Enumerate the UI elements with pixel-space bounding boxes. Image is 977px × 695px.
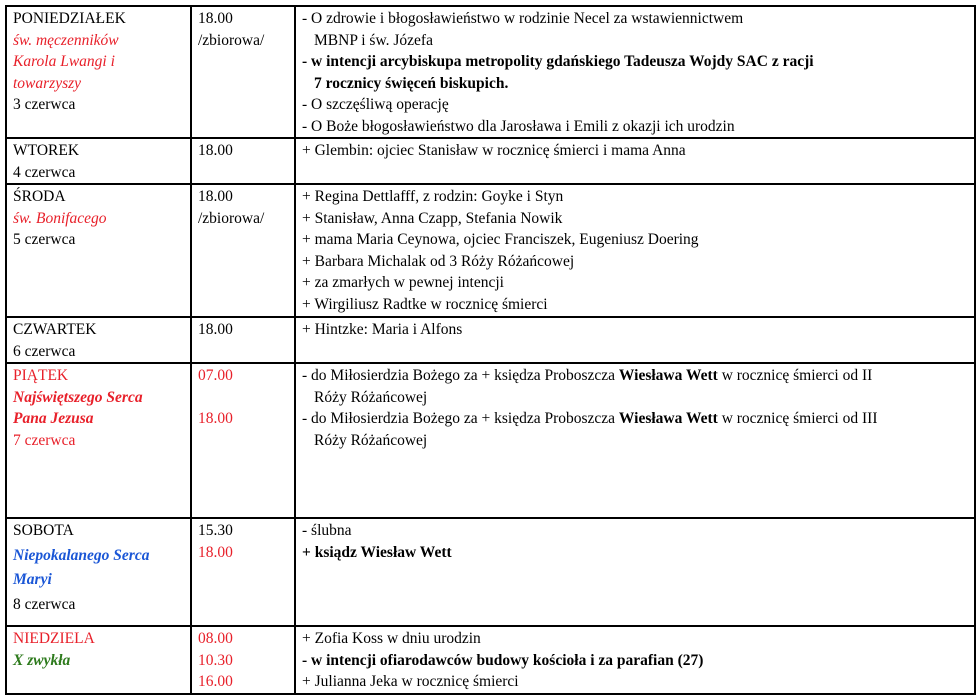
intention-cell: [295, 518, 975, 626]
intention: + mama Maria Ceynowa, ojciec Franciszek, Eugeniusz Doering: [302, 231, 699, 248]
day-cell: [6, 363, 191, 518]
row-wednesday: [6, 184, 975, 317]
day-date: 7 czerwca: [13, 431, 76, 449]
mass-time: 18.00: [198, 188, 233, 205]
day-cell: [6, 138, 191, 184]
mass-time: 16.00: [198, 673, 233, 690]
mass-time: 18.00: [198, 10, 233, 27]
intention: 7 rocznicy święceń biskupich.: [314, 74, 509, 92]
saint-name: Maryi: [13, 571, 52, 588]
row-tuesday: [6, 138, 975, 184]
time-cell: [191, 317, 295, 363]
saint-name: Karola Lwangi i: [13, 53, 115, 70]
intention: + za zmarłych w pewnej intencji: [302, 274, 504, 291]
intention: - O Boże błogosławieństwo dla Jarosława i Emili z okazji ich urodzin: [302, 117, 735, 135]
saint-name: towarzyszy: [13, 74, 82, 92]
time-cell: [191, 626, 295, 694]
day-cell: [6, 317, 191, 363]
day-date: 8 czerwca: [13, 595, 76, 613]
intention-cell: [295, 6, 975, 138]
mass-intentions-table: [5, 5, 976, 695]
day-name: PIĄTEK: [13, 367, 69, 384]
day-name: SOBOTA: [13, 522, 74, 539]
day-date: 6 czerwca: [13, 342, 76, 360]
intention: - do Miłosierdzia Bożego za + księdza Proboszcza Wiesława Wett w rocznicę śmierci od II: [302, 367, 873, 384]
intention: - w intencji arcybiskupa metropolity gdańskiego Tadeusza Wojdy SAC z racji: [302, 53, 814, 70]
time-cell: [191, 518, 295, 626]
mass-type: /zbiorowa/: [198, 209, 265, 227]
intention: + Hintzke: Maria i Alfons: [302, 321, 463, 338]
intention: + Stanisław, Anna Czapp, Stefania Nowik: [302, 209, 563, 227]
time-cell: [191, 138, 295, 184]
day-name: CZWARTEK: [13, 321, 97, 338]
time-cell: [191, 184, 295, 317]
mass-time: 18.00: [198, 321, 233, 338]
mass-type: /zbiorowa/: [198, 31, 265, 49]
intention: Róży Różańcowej: [314, 431, 428, 449]
day-name: WTOREK: [13, 142, 80, 159]
intention-cell: [295, 138, 975, 184]
intention: - ślubna: [302, 522, 352, 539]
row-friday: [6, 363, 975, 518]
day-date: 5 czerwca: [13, 231, 76, 248]
intention: + ksiądz Wiesław Wett: [302, 543, 452, 561]
time-cell: [191, 363, 295, 518]
day-cell: [6, 184, 191, 317]
intention: + Zofia Koss w dniu urodzin: [302, 630, 481, 647]
intention: + Julianna Jeka w rocznicę śmierci: [302, 673, 519, 690]
mass-time: 15.30: [198, 522, 233, 539]
mass-time: 07.00: [198, 367, 233, 384]
intention-cell: [295, 184, 975, 317]
mass-time: 18.00: [198, 543, 233, 561]
saint-name: Najświętszego Serca: [13, 388, 143, 406]
sunday-name: X zwykła: [13, 651, 71, 669]
intention: + Barbara Michalak od 3 Róży Różańcowej: [302, 252, 575, 270]
day-name: ŚRODA: [13, 188, 66, 205]
day-cell: [6, 518, 191, 626]
intention: Róży Różańcowej: [314, 388, 428, 406]
mass-time: 18.00: [198, 410, 233, 427]
intention: + Wirgiliusz Radtke w rocznicę śmierci: [302, 295, 548, 313]
day-cell: [6, 626, 191, 694]
intention: MBNP i św. Józefa: [314, 31, 433, 49]
intention: - O szczęśliwą operację: [302, 96, 449, 113]
row-sunday: [6, 626, 975, 694]
day-date: 4 czerwca: [13, 163, 76, 181]
row-saturday: [6, 518, 975, 626]
day-date: 3 czerwca: [13, 96, 76, 113]
saint-name: św. męczenników: [13, 31, 119, 49]
intention-cell: [295, 317, 975, 363]
saint-name: Pana Jezusa: [13, 410, 94, 427]
intention-cell: [295, 626, 975, 694]
mass-time: 10.30: [198, 651, 233, 669]
row-monday: [6, 6, 975, 138]
intention: - do Miłosierdzia Bożego za + księdza Proboszcza Wiesława Wett w rocznicę śmierci od III: [302, 410, 878, 427]
intention-cell: [295, 363, 975, 518]
mass-time: 08.00: [198, 630, 233, 647]
day-name: NIEDZIELA: [13, 630, 95, 647]
saint-name: Niepokalanego Serca: [13, 546, 150, 564]
intention: - O zdrowie i błogosławieństwo w rodzinie Necel za wstawiennictwem: [302, 10, 744, 27]
mass-time: 18.00: [198, 142, 233, 159]
row-thursday: [6, 317, 975, 363]
day-name: PONIEDZIAŁEK: [13, 10, 126, 27]
time-cell: [191, 6, 295, 138]
intention: - w intencji ofiarodawców budowy kościoła i za parafian (27): [302, 651, 704, 669]
intention: + Glembin: ojciec Stanisław w rocznicę śmierci i mama Anna: [302, 142, 686, 159]
intention: + Regina Dettlafff, z rodzin: Goyke i Styn: [302, 188, 564, 205]
day-cell: [6, 6, 191, 138]
saint-name: św. Bonifacego: [13, 209, 107, 227]
